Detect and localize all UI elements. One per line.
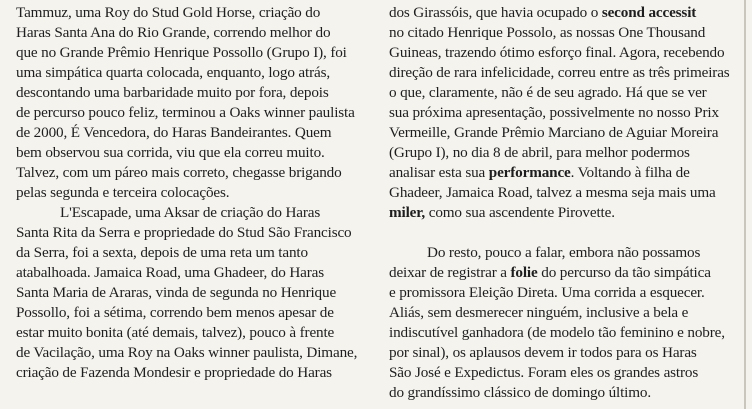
- text-line: Haras Santa Ana do Rio Grande, correndo melhor do: [16, 24, 331, 41]
- bold-term: performance: [488, 164, 571, 181]
- text-line: criação de Fazenda Mondesir e propriedade do Haras: [16, 364, 332, 381]
- paragraph-start-line: L'Escapade, uma Aksar de criação do Haras: [60, 204, 321, 221]
- text-line: de percurso pouco feliz, terminou a Oaks winner paulista: [16, 104, 355, 121]
- text-line: no citado Henrique Possolo, as nossas One Thousand: [389, 24, 706, 41]
- text-line: [389, 163, 741, 183]
- text-line: Tammuz, uma Roy do Stud Gold Horse, criação do: [16, 4, 321, 21]
- text-line: Aliás, sem desmerecer ninguém, inclusive a bela e: [389, 304, 689, 321]
- text-line: que no Grande Prêmio Henrique Possollo (Grupo I), foi: [16, 44, 347, 61]
- text-line: de Vacilação, uma Roy na Oaks winner paulista, Dimane,: [16, 344, 358, 361]
- text-line: [389, 203, 741, 223]
- text-line: sua próxima apresentação, possivelmente no nosso Prix: [389, 104, 719, 121]
- text-line: bem observou sua corrida, viu que ela correu muito.: [16, 144, 325, 161]
- text-line: do grandíssimo clássico de domingo último.: [389, 384, 651, 401]
- text-line: direção de rara infelicidade, correu entre as três primeiras: [389, 64, 730, 81]
- bold-term: miler,: [389, 204, 426, 221]
- text-line: de 2000, É Vencedora, do Haras Bandeirantes. Quem: [16, 124, 332, 141]
- text-span: dos Girassóis, que havia ocupado o: [389, 4, 602, 21]
- text-line: São José e Expedictus. Foram eles os grandes astros: [389, 364, 699, 381]
- text-line: Santa Maria de Araras, vinda de segunda no Henrique: [16, 284, 337, 301]
- text-line: atabalhoada. Jamaica Road, uma Ghadeer, do Haras: [16, 264, 325, 281]
- text-span: deixar de registrar a: [389, 264, 511, 281]
- text-span: . Voltando à filha de: [570, 164, 690, 181]
- page-edge-rule: [744, 0, 746, 409]
- text-line: Guineas, trazendo ótimo esforço final. Agora, recebendo: [389, 44, 725, 61]
- text-line: o que, claramente, não é de seu agrado. Há que se ver: [389, 84, 707, 101]
- text-line: por sinal), os aplausos devem ir todos para os Haras: [389, 344, 697, 361]
- text-span: analisar esta sua: [389, 164, 489, 181]
- text-line: estar muito bonita (até demais, talvez), pouco à frente: [16, 324, 335, 341]
- text-line: pelas segunda e terceira colocações.: [16, 184, 230, 201]
- paragraph-start-line: Do resto, pouco a falar, embora não possamos: [427, 244, 701, 261]
- text-span: como sua ascendente Pirovette.: [425, 204, 615, 221]
- text-line: Possollo, foi a sétima, correndo bem menos apesar de: [16, 304, 334, 321]
- text-line: Santa Rita da Serra e propriedade do Stud São Francisco: [16, 224, 352, 241]
- text-line: descontando uma barbaridade muito por fora, depois: [16, 84, 329, 101]
- text-line: Vermeille, Grande Prêmio Marciano de Aguiar Moreira: [389, 124, 719, 141]
- bold-term: folie: [510, 264, 538, 281]
- text-line: uma simpática quarta colocada, enquanto, logo atrás,: [16, 64, 330, 81]
- text-line: [389, 3, 741, 23]
- text-line: Ghadeer, Jamaica Road, talvez a mesma seja mais uma: [389, 184, 716, 201]
- text-line: (Grupo I), no dia 8 de abril, para melhor podermos: [389, 144, 690, 161]
- bold-term: second accessit: [601, 4, 697, 21]
- text-span: do percurso da tão simpática: [537, 264, 711, 281]
- text-line: [389, 263, 741, 283]
- text-line: e promissora Eleição Direta. Uma corrida a esquecer.: [389, 284, 705, 301]
- text-line: Talvez, com um páreo mais correto, chegasse brigando: [16, 164, 342, 181]
- text-line: indiscutível ganhadora (de modelo tão feminino e nobre,: [389, 324, 725, 341]
- text-line: da Serra, foi a sexta, depois de uma reta um tanto: [16, 244, 308, 261]
